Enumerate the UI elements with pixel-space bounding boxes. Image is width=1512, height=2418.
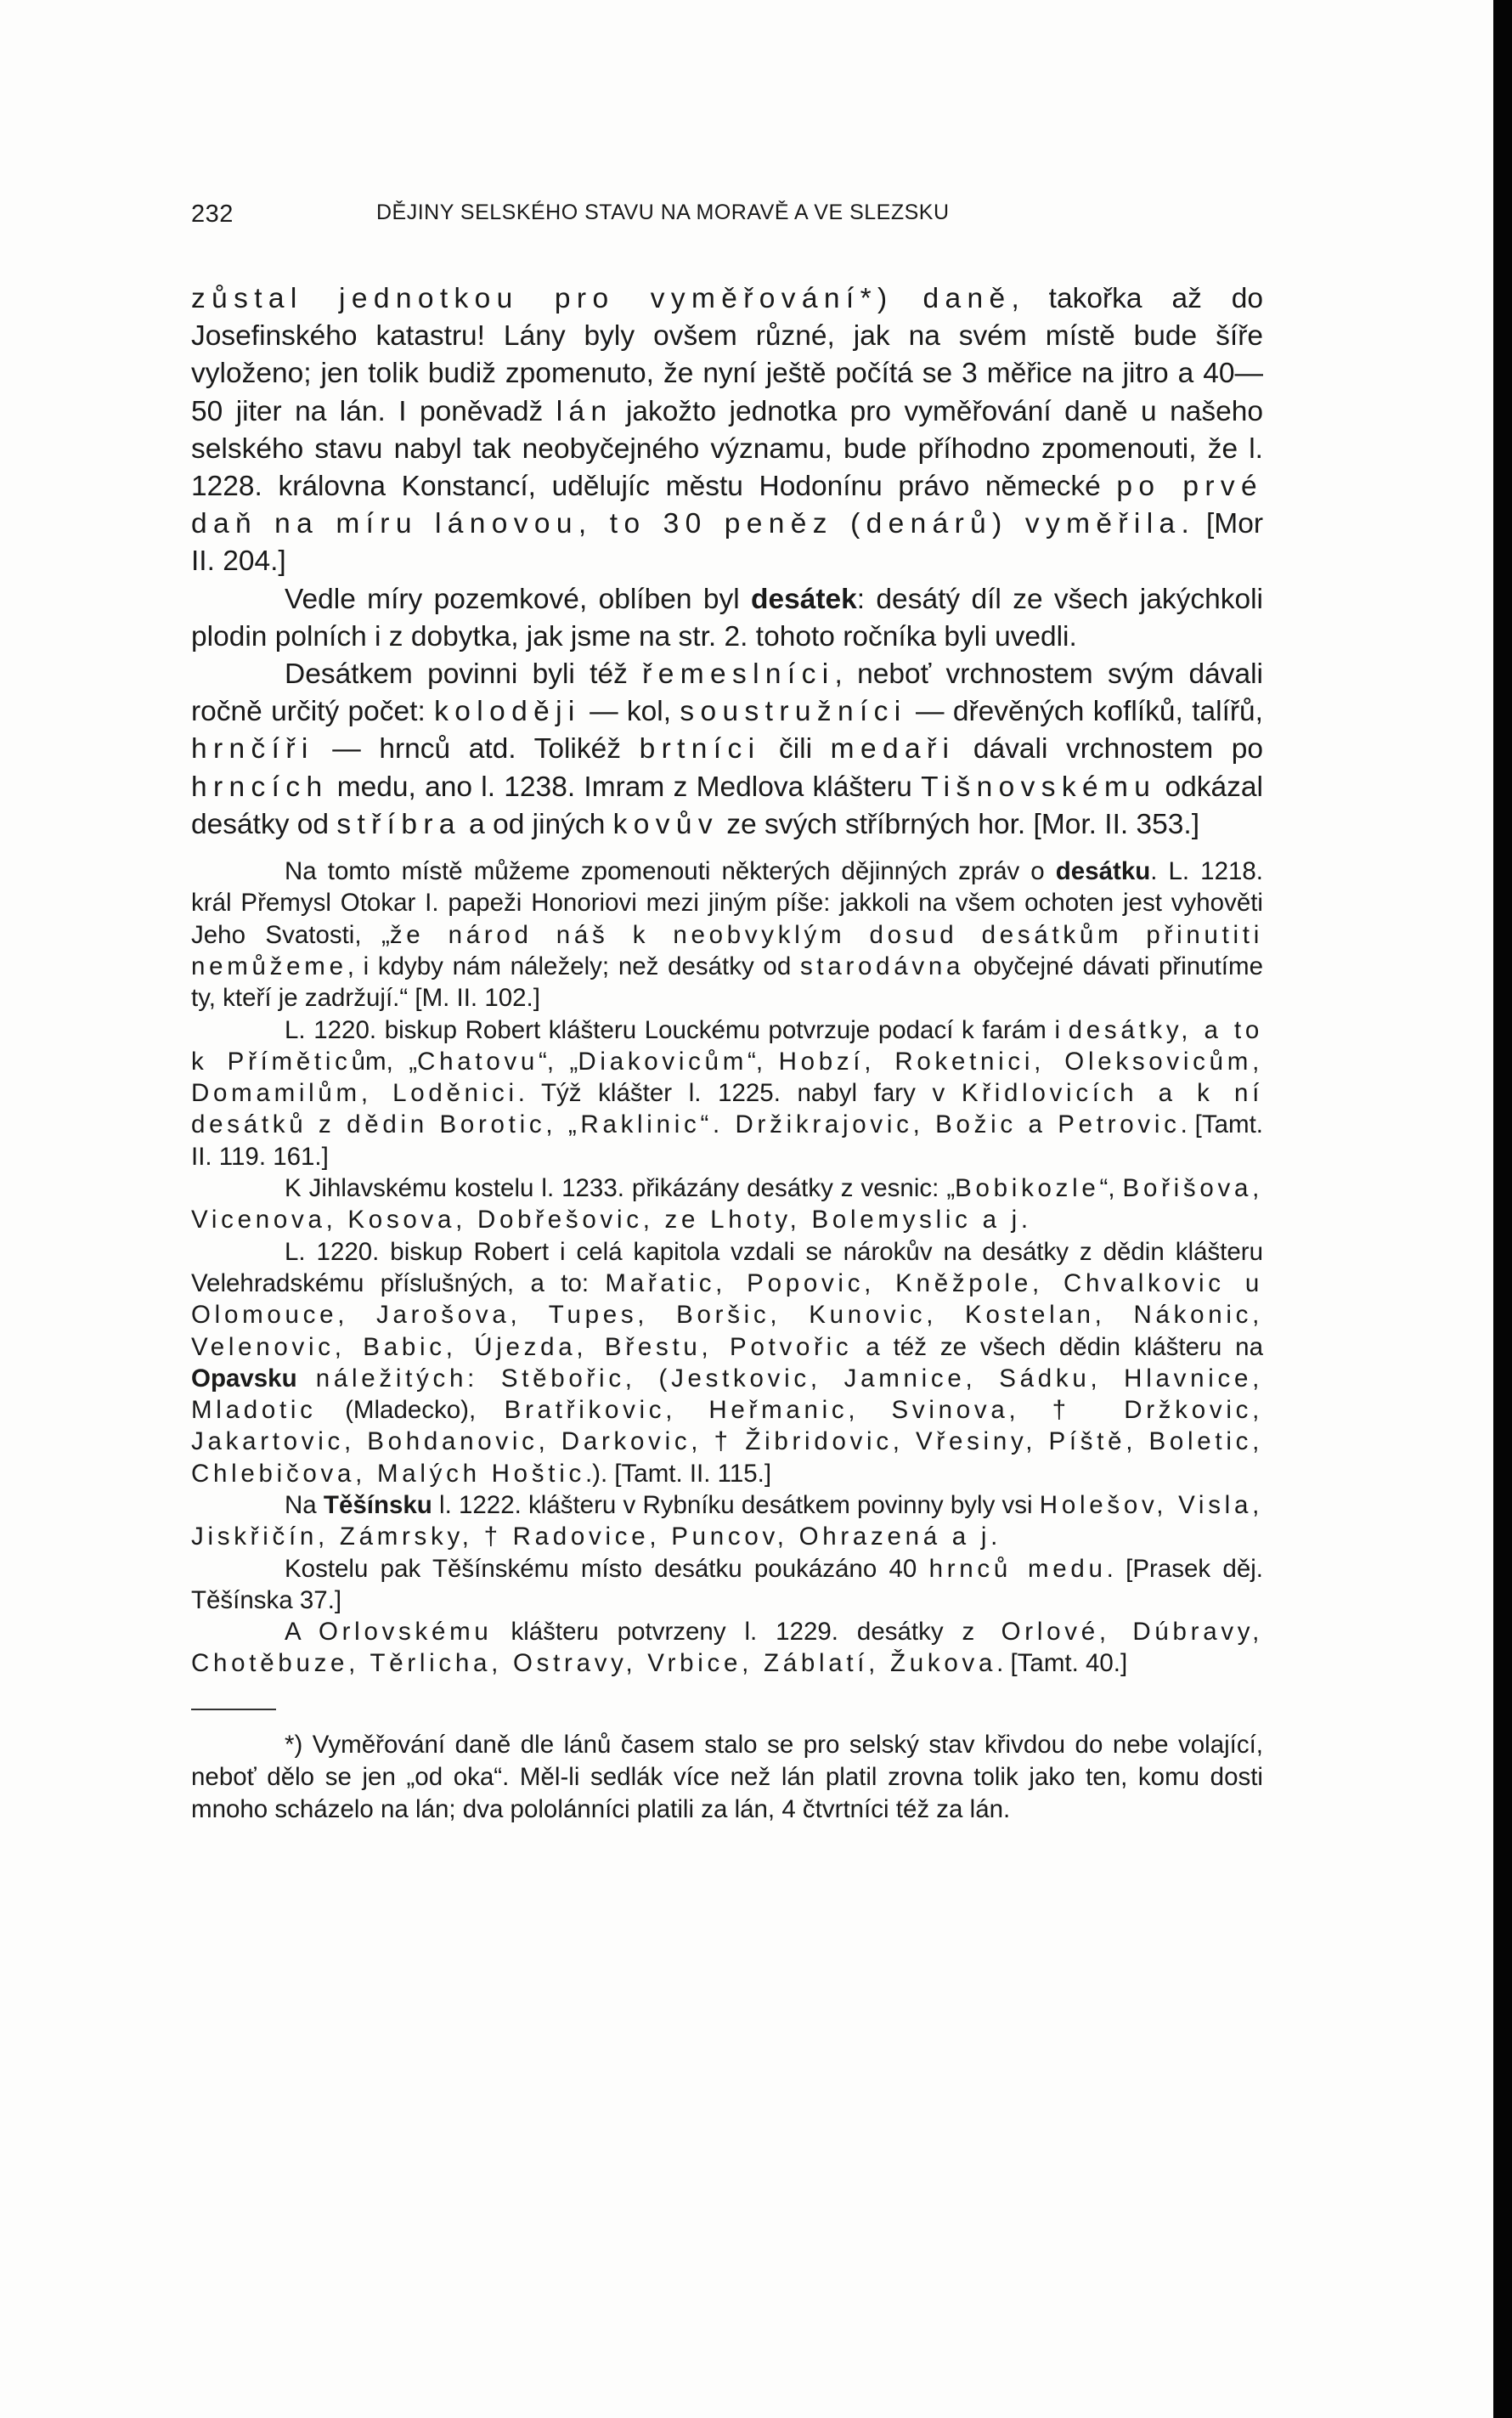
footnote: *) Vyměřování daně dle lánů časem stalo se pro selský stav křivdou do nebe volající, neboť dělo se jen „od oka“. Měl-li sedlák více než lán platil zrovna tolik jako ten, komu dosti mnoho scházelo na lán; dva pololánníci platili za lán, 4 čtvrtníci též za lán.: [191, 1730, 1263, 1823]
paragraph-orlova: A Orlovskému klášteru potvrzeny l. 1229. desátky z Orlové, Dúbravy, Chotěbuze, Těrlicha, Ostravy, Vrbice, Záblatí, Žukova. [Tamt. 40.]: [191, 1618, 1263, 1678]
page-header: [191, 201, 1159, 234]
paragraph-velehrad: L. 1220. biskup Robert i celá kapitola vzdali se nárokův na desátky z dědin klášteru Velehradskému příslušných, a to: Mařatic, Popovic, Kněžpole, Chvalkovic u Olomouce, Jarošova, Tupes, Boršic, Kunovic, Kostelan, Nákonic, Velenovic, Babic, Újezda, Břestu, Potvořic a též ze všech dědin klášteru na Opavsku náležitých: Stěbořic, (Jestkovic, Jamnice, Sádku, Hlavnice, Mladotic (Mladecko), Bratřikovic, Heřmanic, Svinova, † Držkovic, Jakartovic, Bohdanovic, Darkovic, † Žibridovic, Vřesiny, Píště, Boletic, Chlebičova, Malých Hoštic.). [Tamt. II. 115.]: [191, 1237, 1263, 1488]
paragraph-jihlava: K Jihlavskému kostelu l. 1233. přikázány desátky z vesnic: „Bobikozle“, Bořišova, Vicenova, Kosova, Dobřešovic, ze Lhoty, Bolemyslic a j.: [191, 1174, 1263, 1234]
main-text: [191, 280, 1263, 1826]
paragraph-remeslnici: Desátkem povinni byli též řemeslníci, neboť vrchnostem svým dávali ročně určitý počet: koloději — kol, soustružníci — dřevěných koflíků, talířů, hrnčíři — hrnců atd. Tolikéž brtníci čili medaři dávali vrchnostem po hrncích medu, ano l. 1238. Imram z Medlova klášteru Tišnovskému odkázal desátky od stříbra a od jiných kovův ze svých stříbrných hor. [Mor. II. 353.]: [191, 658, 1263, 840]
small-print-section: [191, 856, 1263, 1680]
paragraph-loucky: L. 1220. biskup Robert klášteru Louckému potvrzuje podací k farám i desátky, a to k Příměticům, „Chatovu“, „Diakovicům“, Hobzí, Roketnici, Oleksovicům, Domamilům, Loděnici. Týž klášter l. 1225. nabyl fary v Křidlovicích a k ní desátků z dědin Borotic, „Raklinic“. Držikrajovic, Božic a Petrovic. [Tamt. II. 119. 161.]: [191, 1015, 1263, 1171]
running-title: DĚJINY SELSKÉHO STAVU NA MORAVĚ A VE SLEZSKU: [376, 201, 950, 224]
scan-edge: [1493, 0, 1512, 2418]
paragraph-tesinsko: Na Těšínsku l. 1222. klášteru v Rybníku desátkem povinny byly vsi Holešov, Visla, Jiskřičín, Zámrsky, † Radovice, Puncov, Ohrazená a j.: [191, 1490, 1263, 1551]
paragraph-premysl: Na tomto místě můžeme zpomenouti některých dějinných zpráv o desátku. L. 1218. král Přemysl Otokar I. papeži Honoriovi mezi jiným píše: jakkoli na všem ochoten jest vyhověti Jeho Svatosti, „že národ náš k neobvyklým dosud desátkům přinutiti nemůžeme, i kdyby nám náležely; než desátky od starodávna obyčejné dávati přinutíme ty, kteří je zadržují.“ [M. II. 102.]: [191, 857, 1264, 1013]
paragraph-kostel-tesin: Kostelu pak Těšínskému místo desátku poukázáno 40 hrnců medu. [Prasek děj. Těšínska 37.]: [191, 1554, 1263, 1614]
paragraph-desatek: Vedle míry pozemkové, oblíben byl desátek: desátý díl ze všech jakýchkoli plodin polních i z dobytka, jak jsme na str. 2. tohoto ročníka byli uvedli.: [191, 583, 1263, 653]
page-number: 232: [191, 201, 234, 228]
footnote-divider: [191, 1709, 276, 1710]
paragraph-lan-unit: zůstal jednotkou pro vyměřování*) daně, takořka až do Josefinského katastru! Lány byly ovšem různé, jak na svém místě bude šíře vyloženo; jen tolik budiž zpomenuto, že nyní ještě počítá se 3 měřice na jitro a 40—50 jiter na lán. I poněvadž lán jakožto jednotka pro vyměřování daně u našeho selského stavu nabyl tak neobyčejného významu, bude příhodno zpomenouti, že l. 1228. královna Konstancí, udělujíc městu Hodonínu právo německé po prvé daň na míru lánovou, to 30 peněz (denárů) vyměřila. [Mor II. 204.]: [191, 283, 1264, 578]
